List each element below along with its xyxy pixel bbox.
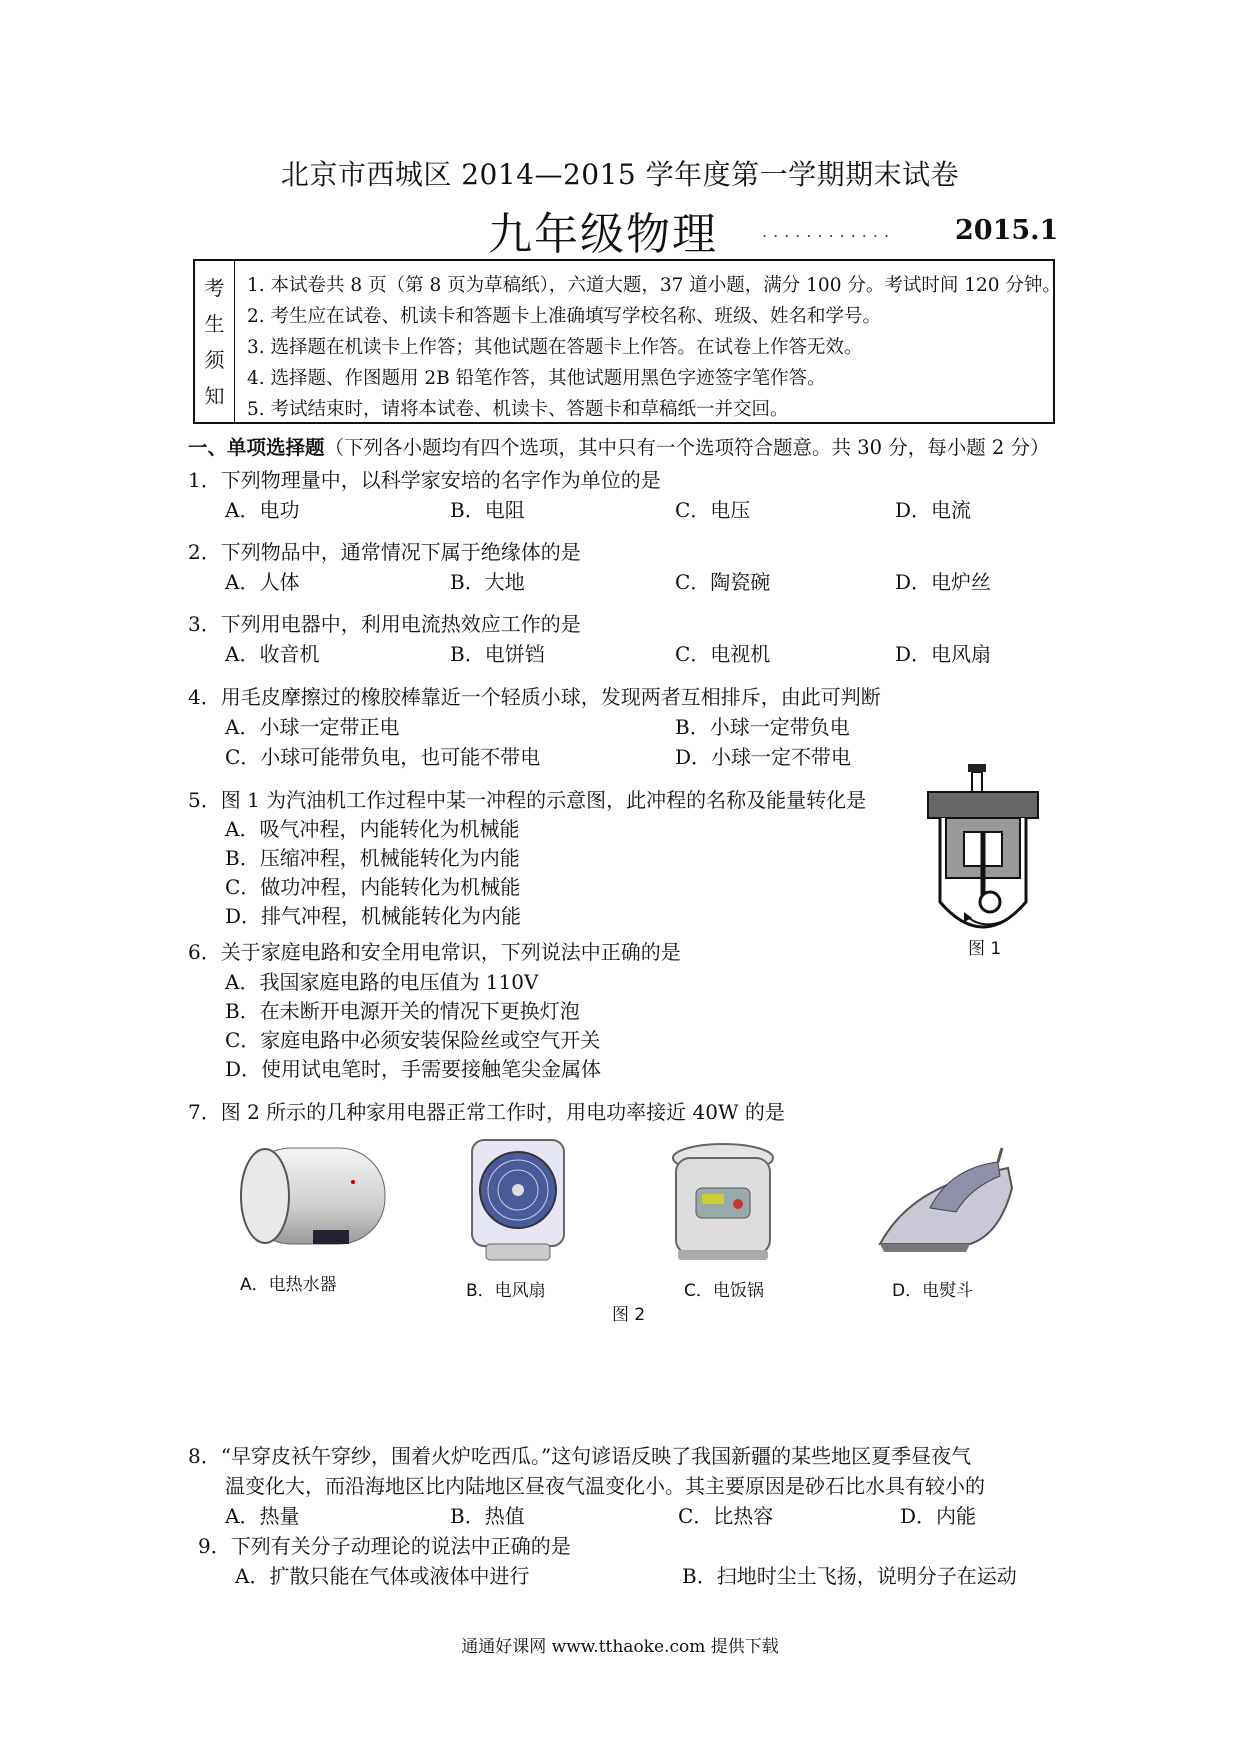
dotted-leader: ............ <box>762 222 896 241</box>
option-d: D．电炉丝 <box>895 570 992 594</box>
question-stem: 8．“早穿皮袄午穿纱，围着火炉吃西瓜。”这句谚语反映了我国新疆的某些地区夏季昼夜气 <box>188 1444 972 1468</box>
notice-label-char: 生 <box>204 311 225 336</box>
option-a: A．电功 <box>225 498 300 522</box>
exam-date: 2015.1 <box>955 215 1059 246</box>
water-heater-image <box>225 1142 395 1257</box>
electric-fan-image <box>466 1136 570 1264</box>
option-b: B．热值 <box>450 1504 525 1528</box>
electric-iron-image <box>870 1148 1020 1258</box>
option-c: C．陶瓷碗 <box>675 570 771 594</box>
option-d: D．内能 <box>900 1504 977 1528</box>
notice-label-char: 须 <box>204 347 225 372</box>
option-c: C．比热容 <box>678 1504 774 1528</box>
option-d: D．小球一定不带电 <box>675 745 852 769</box>
section-instruction: （下列各小题均有四个选项，其中只有一个选项符合题意。共 30 分，每小题 2 分） <box>324 436 1050 459</box>
notice-item: 4. 选择题、作图题用 2B 铅笔作答，其他试题用黑色字迹签字笔作答。 <box>247 368 826 389</box>
option-b: B．大地 <box>450 570 525 594</box>
question-stem-continued: 温变化大，而沿海地区比内陆地区昼夜气温变化小。其主要原因是砂石比水具有较小的 <box>225 1474 985 1498</box>
option-a: A．吸气冲程，内能转化为机械能 <box>225 817 520 841</box>
exam-title: 北京市西城区 2014—2015 学年度第一学期期末试卷 <box>280 158 960 191</box>
section-title: 一、单项选择题 <box>188 436 325 459</box>
rice-cooker-image <box>668 1138 778 1266</box>
option-d: D．排气冲程，机械能转化为内能 <box>225 904 522 928</box>
option-c: C．家庭电路中必须安装保险丝或空气开关 <box>225 1028 601 1052</box>
question-stem: 5．图 1 为汽油机工作过程中某一冲程的示意图，此冲程的名称及能量转化是 <box>188 788 867 812</box>
option-c: C．电饭锅 <box>684 1281 764 1301</box>
figure-caption: 图 2 <box>612 1305 646 1325</box>
option-a: A．收音机 <box>225 642 320 666</box>
question-stem: 2．下列物品中，通常情况下属于绝缘体的是 <box>188 540 581 564</box>
question-stem: 6．关于家庭电路和安全用电常识，下列说法中正确的是 <box>188 940 681 964</box>
notice-label <box>195 261 235 422</box>
section-heading <box>188 432 1050 460</box>
option-d: D．电熨斗 <box>892 1281 974 1301</box>
option-b: B．压缩冲程，机械能转化为内能 <box>225 846 520 870</box>
option-a: A．电热水器 <box>240 1275 337 1295</box>
notice-label-char: 知 <box>204 383 225 408</box>
notice-item: 1. 本试卷共 8 页（第 8 页为草稿纸），六道大题，37 道小题，满分 100 分。考试时间 120 分钟。 <box>247 275 1061 296</box>
engine-stroke-diagram <box>928 752 1038 942</box>
option-c: C．电压 <box>675 498 751 522</box>
option-d: D．电风扇 <box>895 642 992 666</box>
option-a: A．热量 <box>225 1504 300 1528</box>
notice-label-char: 考 <box>204 275 225 300</box>
option-c: C．电视机 <box>675 642 771 666</box>
notice-item: 2. 考生应在试卷、机读卡和答题卡上准确填写学校名称、班级、姓名和学号。 <box>247 306 882 327</box>
option-b: B．电阻 <box>450 498 525 522</box>
exam-subtitle: 九年级物理 <box>488 209 718 260</box>
question-stem: 7．图 2 所示的几种家用电器正常工作时，用电功率接近 40W 的是 <box>188 1100 785 1124</box>
option-b: B．扫地时尘土飞扬，说明分子在运动 <box>682 1564 1017 1588</box>
option-b: B．小球一定带负电 <box>675 715 850 739</box>
option-a: A．我国家庭电路的电压值为 110V <box>225 970 539 994</box>
question-stem: 3．下列用电器中，利用电流热效应工作的是 <box>188 612 581 636</box>
option-b: B．电风扇 <box>466 1281 546 1301</box>
page-footer: 通通好课网 www.tthaoke.com 提供下载 <box>461 1637 779 1657</box>
option-c: C．做功冲程，内能转化为机械能 <box>225 875 521 899</box>
option-a: A．小球一定带正电 <box>225 715 400 739</box>
exam-notice-box <box>193 259 1061 424</box>
figure-caption: 图 1 <box>968 939 1002 959</box>
question-stem: 4．用毛皮摩擦过的橡胶棒靠近一个轻质小球，发现两者互相排斥，由此可判断 <box>188 685 881 709</box>
option-c: C．小球可能带负电，也可能不带电 <box>225 745 541 769</box>
option-b: B．在未断开电源开关的情况下更换灯泡 <box>225 999 580 1023</box>
option-d: D．使用试电笔时，手需要接触笔尖金属体 <box>225 1057 602 1081</box>
notice-item: 3. 选择题在机读卡上作答；其他试题在答题卡上作答。在试卷上作答无效。 <box>247 337 863 358</box>
option-a: A．人体 <box>225 570 300 594</box>
notice-item: 5. 考试结束时，请将本试卷、机读卡、答题卡和草稿纸一并交回。 <box>247 399 789 420</box>
option-a: A．扩散只能在气体或液体中进行 <box>235 1564 530 1588</box>
option-b: B．电饼铛 <box>450 642 545 666</box>
question-stem: 9．下列有关分子动理论的说法中正确的是 <box>198 1534 571 1558</box>
option-d: D．电流 <box>895 498 972 522</box>
question-stem: 1．下列物理量中，以科学家安培的名字作为单位的是 <box>188 468 661 492</box>
